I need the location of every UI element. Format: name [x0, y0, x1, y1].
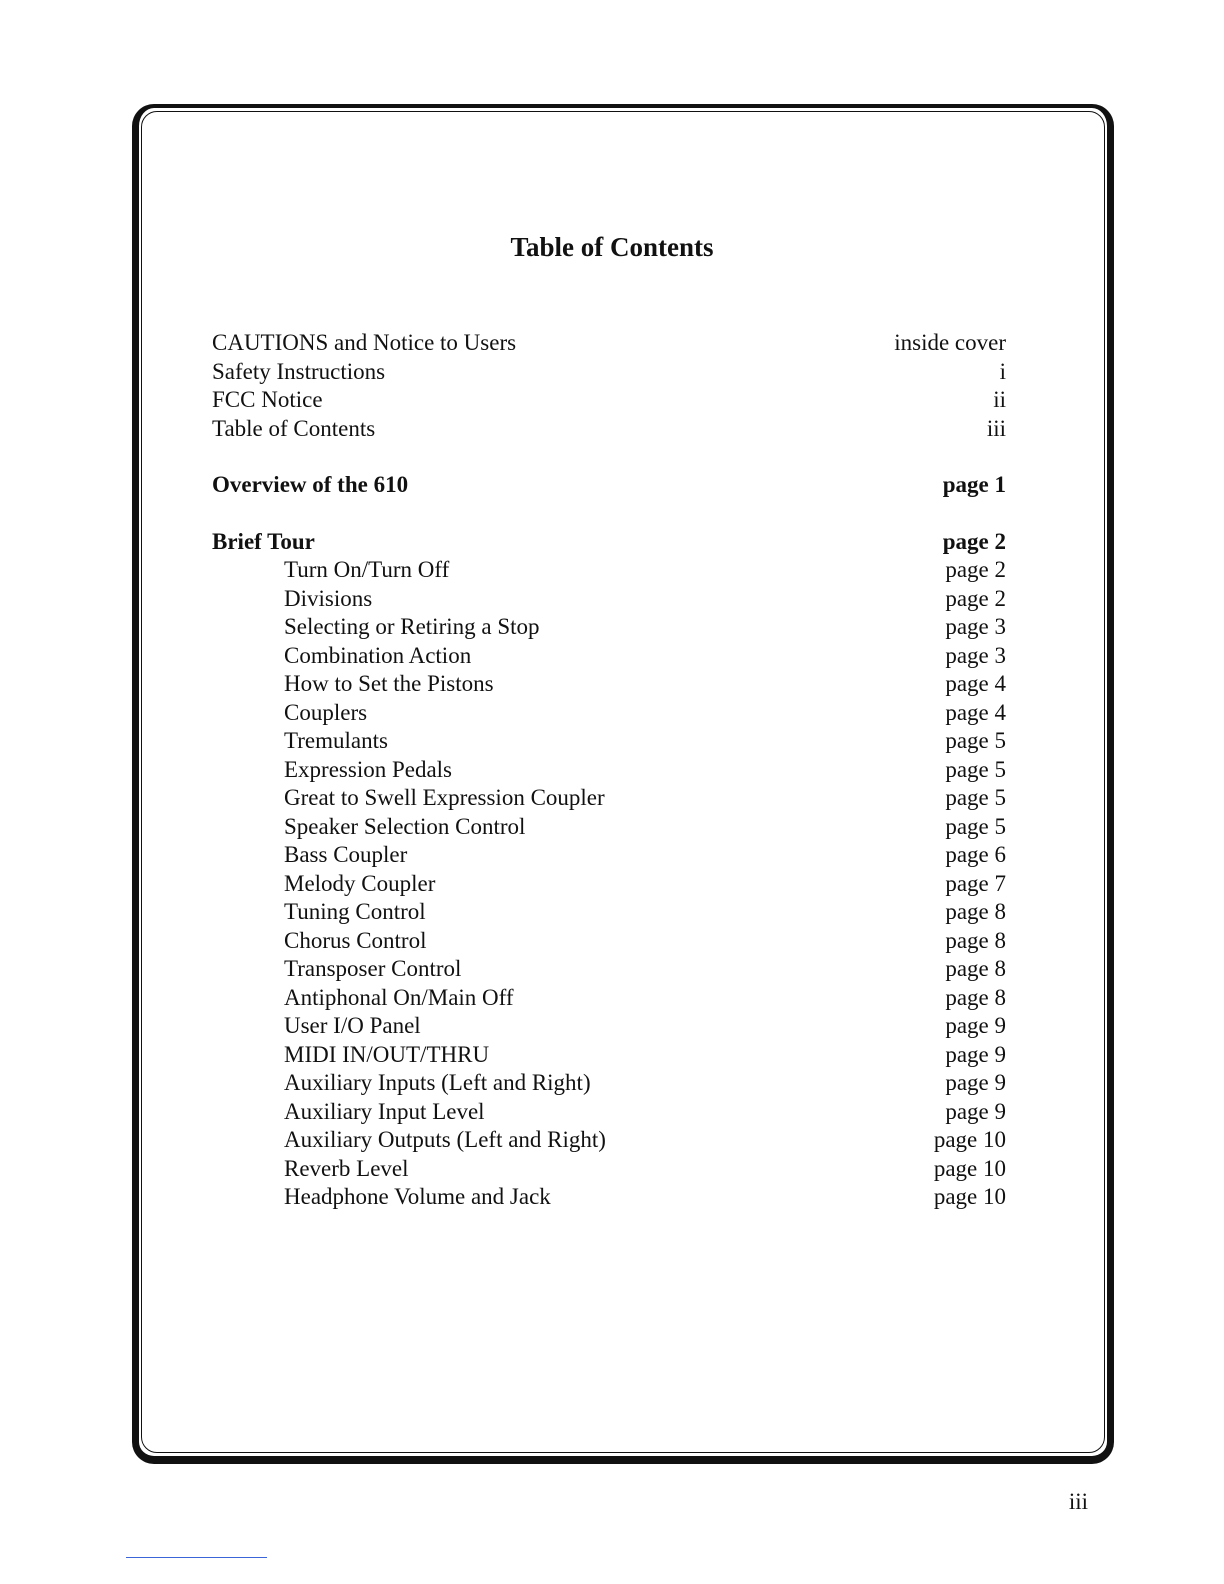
toc-entry-label: Speaker Selection Control: [284, 813, 526, 839]
toc-entry[interactable]: [212, 329, 1006, 358]
toc-entry-label: Reverb Level: [284, 1155, 409, 1181]
toc-entry-page: page 7: [945, 870, 1006, 896]
toc-entry-page: page 5: [945, 756, 1006, 782]
toc-entry[interactable]: [212, 415, 1006, 444]
toc-entry-label: Divisions: [284, 585, 373, 611]
toc-entry[interactable]: [212, 813, 1006, 842]
toc-entry[interactable]: [212, 984, 1006, 1013]
page-number: iii: [1068, 1489, 1088, 1514]
toc-entry-label: Couplers: [284, 699, 368, 725]
toc-entry[interactable]: [212, 585, 1006, 614]
toc-entry-label: Great to Swell Expression Coupler: [284, 785, 605, 810]
toc-entry-label: Auxiliary Input Level: [284, 1098, 485, 1124]
toc-entry[interactable]: [212, 898, 1006, 927]
toc-entry-label: Expression Pedals: [284, 756, 453, 782]
toc-entry[interactable]: [212, 841, 1006, 870]
toc-entry[interactable]: [212, 358, 1006, 387]
toc-entry[interactable]: [212, 1041, 1006, 1070]
toc-entry-overview[interactable]: [212, 471, 1006, 500]
toc-entry-page: iii: [986, 415, 1006, 441]
toc-entry[interactable]: [212, 642, 1006, 671]
toc-entry[interactable]: [212, 1069, 1006, 1098]
toc-entry-label: Tremulants: [284, 728, 388, 753]
toc-entry-page: page 5: [945, 785, 1006, 810]
toc-entry-label: Melody Coupler: [284, 870, 436, 896]
toc-entry-page: inside cover: [894, 330, 1006, 355]
toc-entry-label: Safety Instructions: [212, 358, 386, 384]
toc-entry-page: i: [999, 358, 1006, 384]
toc-entry-page: page 5: [945, 813, 1006, 839]
toc-entry[interactable]: [212, 1183, 1006, 1212]
toc-entry[interactable]: [212, 870, 1006, 899]
page-title: Table of Contents: [510, 232, 714, 262]
toc-entry-label: How to Set the Pistons: [284, 671, 494, 696]
toc-entry-label: Antiphonal On/Main Off: [284, 984, 514, 1010]
toc-entry-page: page 4: [945, 699, 1006, 725]
toc-entry-label: Overview of the 610: [212, 472, 409, 497]
toc-entry-page: page 9: [945, 1098, 1006, 1124]
toc-entry[interactable]: [212, 756, 1006, 785]
toc-entry-label: Combination Action: [284, 642, 472, 668]
toc-entry-brief-tour[interactable]: [212, 528, 1006, 557]
toc-entry-page: page 5: [945, 728, 1006, 753]
toc-entry[interactable]: [212, 927, 1006, 956]
toc-entry[interactable]: [212, 1012, 1006, 1041]
toc-brief-tour-items: [212, 556, 1006, 1212]
toc-entry-label: Auxiliary Inputs (Left and Right): [284, 1070, 591, 1095]
toc-entry-page: page 1: [942, 472, 1006, 497]
toc-entry[interactable]: [212, 1155, 1006, 1184]
toc-entry-label: Bass Coupler: [284, 842, 408, 867]
toc-entry-label: Transposer Control: [284, 956, 462, 981]
toc-entry-page: page 3: [945, 614, 1006, 639]
toc-entry-page: page 3: [945, 642, 1006, 668]
toc-entry-label: Auxiliary Outputs (Left and Right): [284, 1127, 606, 1152]
toc-entry[interactable]: [212, 955, 1006, 984]
toc-entry-page: page 9: [945, 1070, 1006, 1095]
toc-entry-label: Tuning Control: [284, 899, 426, 924]
toc-entry-page: page 8: [945, 927, 1006, 953]
toc-entry-page: page 2: [945, 585, 1006, 611]
toc-entry-page: page 4: [945, 671, 1006, 696]
toc-entry-label: FCC Notice: [212, 387, 323, 412]
toc-entry-page: page 10: [933, 1184, 1006, 1209]
toc-entry-page: page 2: [945, 557, 1006, 582]
toc-entry-label: Turn On/Turn Off: [284, 557, 450, 582]
toc-entry-page: page 10: [933, 1155, 1006, 1181]
toc-entry-page: page 8: [945, 956, 1006, 981]
toc-entry-label: User I/O Panel: [284, 1013, 421, 1038]
toc-entry-page: ii: [993, 387, 1006, 412]
toc-entry-page: page 8: [945, 899, 1006, 924]
toc-front-matter: [212, 329, 1006, 443]
toc-entry-label: CAUTIONS and Notice to Users: [212, 330, 517, 355]
toc-entry-label: Headphone Volume and Jack: [284, 1184, 551, 1209]
toc-entry-label: Table of Contents: [212, 415, 376, 441]
toc-entry[interactable]: [212, 727, 1006, 756]
toc-entry-label: Chorus Control: [284, 927, 427, 953]
toc-entry[interactable]: [212, 1126, 1006, 1155]
footnote-rule: [126, 1557, 267, 1558]
toc-entry-page: page 9: [945, 1041, 1006, 1067]
toc-entry-label: MIDI IN/OUT/THRU: [284, 1041, 490, 1067]
toc-entry-label: Selecting or Retiring a Stop: [284, 614, 540, 639]
toc-entry[interactable]: [212, 784, 1006, 813]
toc-entry[interactable]: [212, 613, 1006, 642]
toc-entry[interactable]: [212, 699, 1006, 728]
toc-entry[interactable]: [212, 670, 1006, 699]
toc-entry[interactable]: [212, 556, 1006, 585]
toc-entry-label: Brief Tour: [212, 528, 315, 554]
toc-entry-page: page 9: [945, 1013, 1006, 1038]
toc-entry-page: page 6: [945, 842, 1006, 867]
toc-entry-page: page 10: [933, 1127, 1006, 1152]
table-of-contents: [212, 329, 1006, 1212]
toc-entry[interactable]: [212, 386, 1006, 415]
toc-entry-page: page 2: [942, 528, 1006, 554]
toc-entry-page: page 8: [945, 984, 1006, 1010]
toc-entry[interactable]: [212, 1098, 1006, 1127]
